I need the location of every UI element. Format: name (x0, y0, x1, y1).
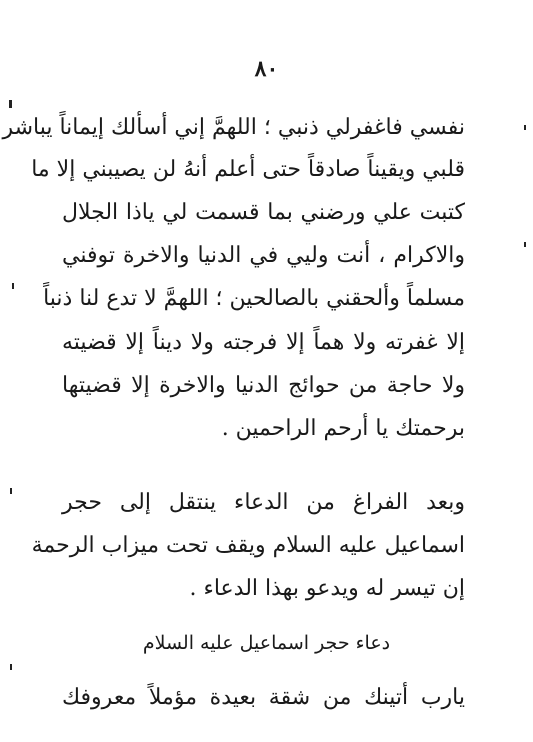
margin-mark (10, 488, 12, 494)
text-line: نفسي فاغفرلي ذنبي ؛ اللهمَّ إني أسألك إيماناً يباشر (2, 115, 465, 140)
section-heading: دعاء حجر اسماعيل عليه السلام (142, 632, 391, 654)
text-line: اسماعيل عليه السلام ويقف تحت ميزاب الرحمة (31, 533, 465, 558)
margin-mark (12, 283, 14, 289)
margin-mark (524, 242, 526, 247)
text-line: كتبت علي ورضني بما قسمت لي ياذا الجلال (62, 200, 465, 225)
text-line: والاكرام ، أنت وليي في الدنيا والاخرة توفني (62, 243, 465, 268)
text-line: ولا حاجة من حوائج الدنيا والاخرة إلا قضيتها (62, 373, 465, 398)
text-line: مسلماً وألحقني بالصالحين ؛ اللهمَّ لا تدع لنا ذنباً (43, 286, 465, 311)
margin-mark (524, 125, 526, 130)
text-line: يارب أتينك من شقة بعيدة مؤملاً معروفك (62, 685, 465, 710)
margin-mark (10, 664, 12, 670)
text-line: برحمتك يا أرحم الراحمين . (221, 416, 465, 441)
margin-mark (9, 100, 12, 108)
page-number: ٨٠ (254, 56, 279, 82)
text-line: إن تيسر له ويدعو بهذا الدعاء . (189, 576, 465, 601)
text-line: وبعد الفراغ من الدعاء ينتقل إلى حجر (62, 490, 465, 515)
text-line: قلبي ويقيناً صادقاً حتى أعلم أنهُ لن يصيبني إلا ما (31, 157, 465, 182)
text-line: إلا غفرته ولا هماً إلا فرجته ولا ديناً إلا قضيته (62, 330, 465, 355)
